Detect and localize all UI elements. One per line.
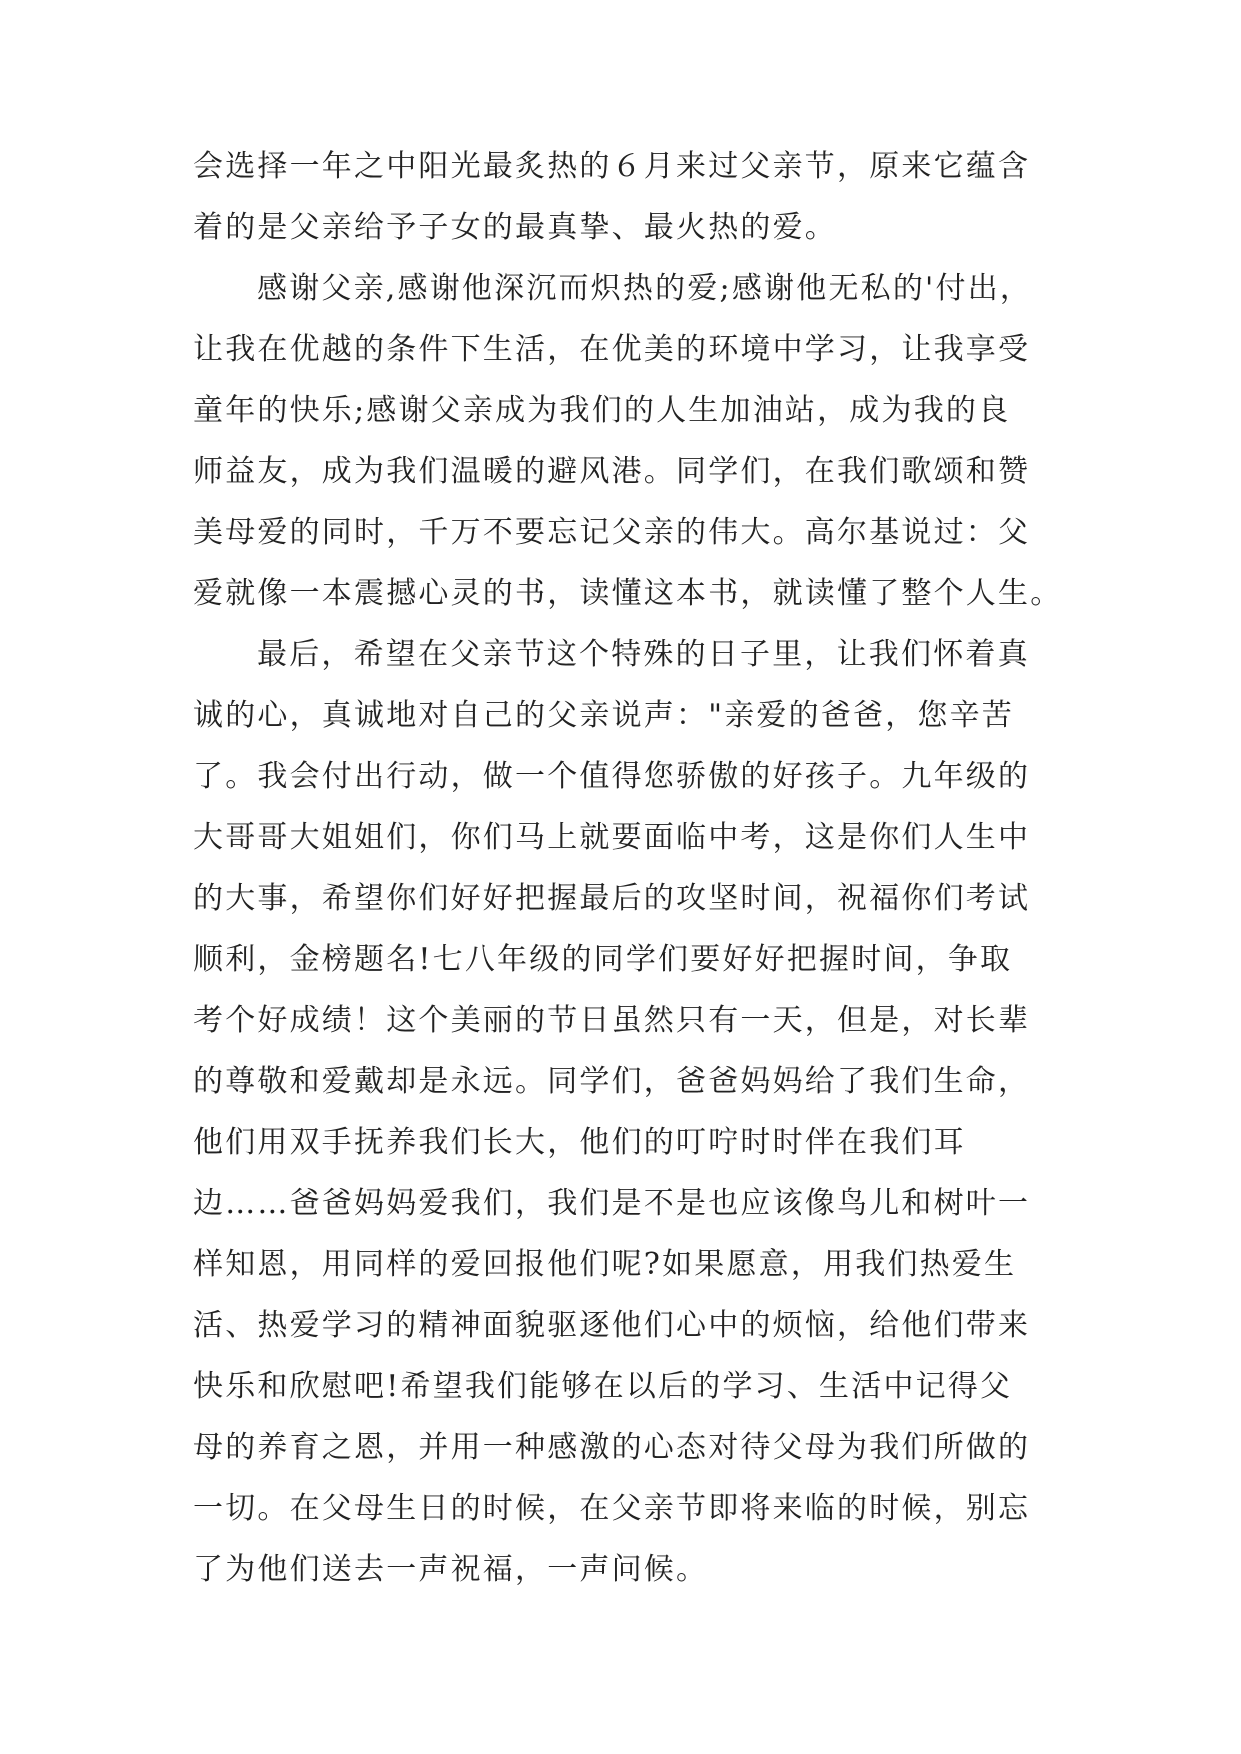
text-line-2: 着的是父亲给予子女的最真挚、最火热的爱。 [193,210,837,245]
paragraph-3-line-1: 最后，希望在父亲节这个特殊的日子里，让我们怀着真 [257,637,1030,672]
paragraph-2-line-2: 让我在优越的条件下生活，在优美的环境中学习，让我享受 [193,332,1031,367]
paragraph-3-line-10: 边……爸爸妈妈爱我们，我们是不是也应该像鸟儿和树叶一 [193,1186,1031,1221]
text-line-1: 会选择一年之中阳光最炙热的６月来过父亲节，原来它蕴含 [193,149,1031,184]
paragraph-3-line-9: 他们用双手抚养我们长大，他们的叮咛时时伴在我们耳 [193,1125,966,1160]
paragraph-3-line-11: 样知恩，用同样的爱回报他们呢?如果愿意，用我们热爱生 [193,1247,1017,1282]
paragraph-3-line-4: 大哥哥大姐姐们，你们马上就要面临中考，这是你们人生中 [193,820,1031,855]
paragraph-3-line-16: 了为他们送去一声祝福，一声问候。 [193,1552,709,1587]
paragraph-2-line-6: 爱就像一本震撼心灵的书，读懂这本书，就读懂了整个人生。 [193,576,1063,611]
paragraph-3-line-5: 的大事，希望你们好好把握最后的攻坚时间，祝福你们考试 [193,881,1031,916]
paragraph-3-line-15: 一切。在父母生日的时候，在父亲节即将来临的时候，别忘 [193,1491,1031,1526]
paragraph-2-line-5: 美母爱的同时，千万不要忘记父亲的伟大。高尔基说过：父 [193,515,1031,550]
paragraph-2-line-1: 感谢父亲,感谢他深沉而炽热的爱;感谢他无私的'付出， [257,271,1033,306]
paragraph-3-line-14: 母的养育之恩，并用一种感激的心态对待父母为我们所做的 [193,1430,1031,1465]
paragraph-2-line-4: 师益友，成为我们温暖的避风港。同学们，在我们歌颂和赞 [193,454,1031,489]
paragraph-3-line-12: 活、热爱学习的精神面貌驱逐他们心中的烦恼，给他们带来 [193,1308,1031,1343]
paragraph-3-line-7: 考个好成绩！这个美丽的节日虽然只有一天，但是，对长辈 [193,1003,1031,1038]
paragraph-3-line-3: 了。我会付出行动，做一个值得您骄傲的好孩子。九年级的 [193,759,1031,794]
paragraph-2-line-3: 童年的快乐;感谢父亲成为我们的人生加油站，成为我的良 [193,393,1011,428]
paragraph-3-line-2: 诚的心，真诚地对自己的父亲说声："亲爱的爸爸，您辛苦 [193,698,1014,733]
paragraph-3-line-8: 的尊敬和爱戴却是永远。同学们，爸爸妈妈给了我们生命， [193,1064,1031,1099]
document-body [193,136,1063,1600]
paragraph-3-line-13: 快乐和欣慰吧!希望我们能够在以后的学习、生活中记得父 [193,1369,1013,1404]
paragraph-3-line-6: 顺利，金榜题名!七八年级的同学们要好好把握时间，争取 [193,942,1013,977]
